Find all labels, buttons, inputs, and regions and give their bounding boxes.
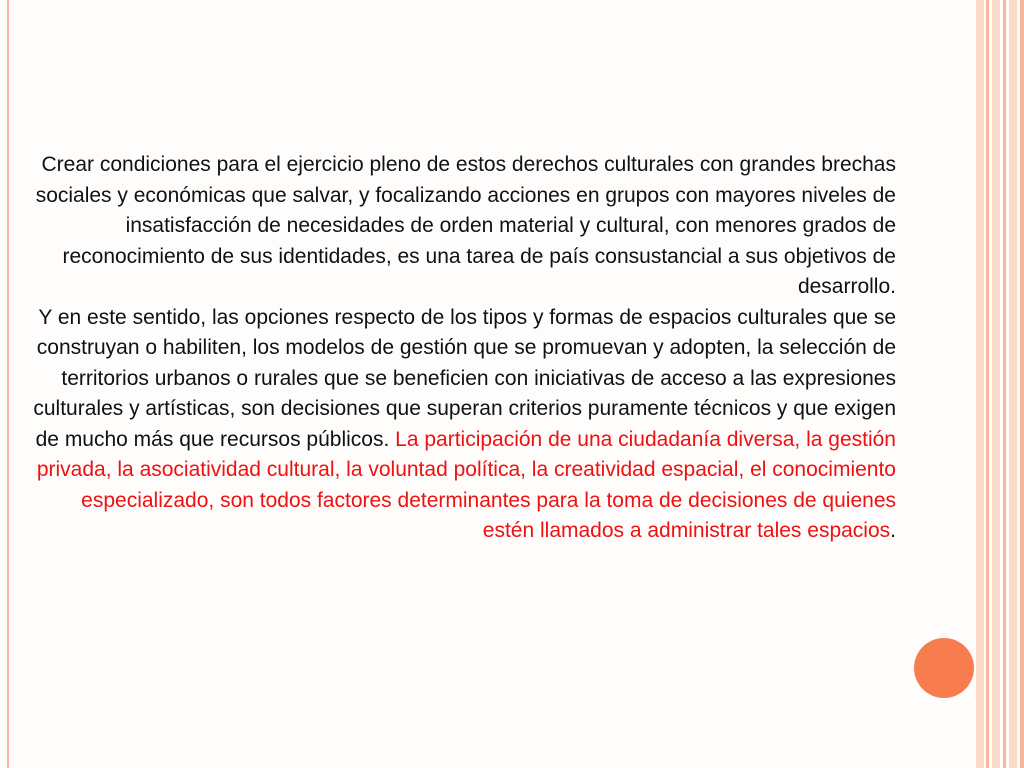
right-border-stripes: [976, 0, 1024, 768]
border-stripe: [1009, 0, 1017, 768]
border-stripe: [1020, 0, 1024, 768]
paragraph-2-text: Y en este sentido, las opciones respecto de los tipos y formas de espacios culturales que se construyan o habiliten, los modelos de gestión que se promuevan y adopten, la selección de territorios urbanos o rurales que se beneficien con iniciativas de acceso a las expresiones culturales y artísticas, son decisiones que superan criterios puramente técnicos y que exigen de mucho más que recursos públicos.: [33, 305, 896, 451]
border-stripe: [1003, 0, 1006, 768]
slide-body-text: [28, 150, 896, 547]
paragraph-2: [28, 303, 896, 547]
paragraph-1: Crear condiciones para el ejercicio pleno de estos derechos culturales con grandes brechas sociales y económicas que salvar, y focalizando acciones en grupos con mayores niveles de insatisfacción de necesidades de orden material y cultural, con menores grados de reconocimiento de sus identidades, es una tarea de país consustancial a sus objetivos de desarrollo.: [35, 153, 896, 298]
border-stripe: [992, 0, 1000, 768]
decorative-circle-icon: [914, 638, 974, 698]
border-stripe: [976, 0, 984, 768]
paragraph-2-highlight: La participación de una ciudadanía diversa, la gestión privada, la asociatividad cultural, la voluntad política, la creatividad espacial, el conocimiento especializado, son todos factores determinantes para la toma de decisiones de quienes estén llamados a administrar tales espacios: [36, 427, 896, 542]
left-border-line: [7, 0, 9, 768]
paragraph-2-end: .: [890, 519, 896, 542]
border-stripe: [986, 0, 989, 768]
